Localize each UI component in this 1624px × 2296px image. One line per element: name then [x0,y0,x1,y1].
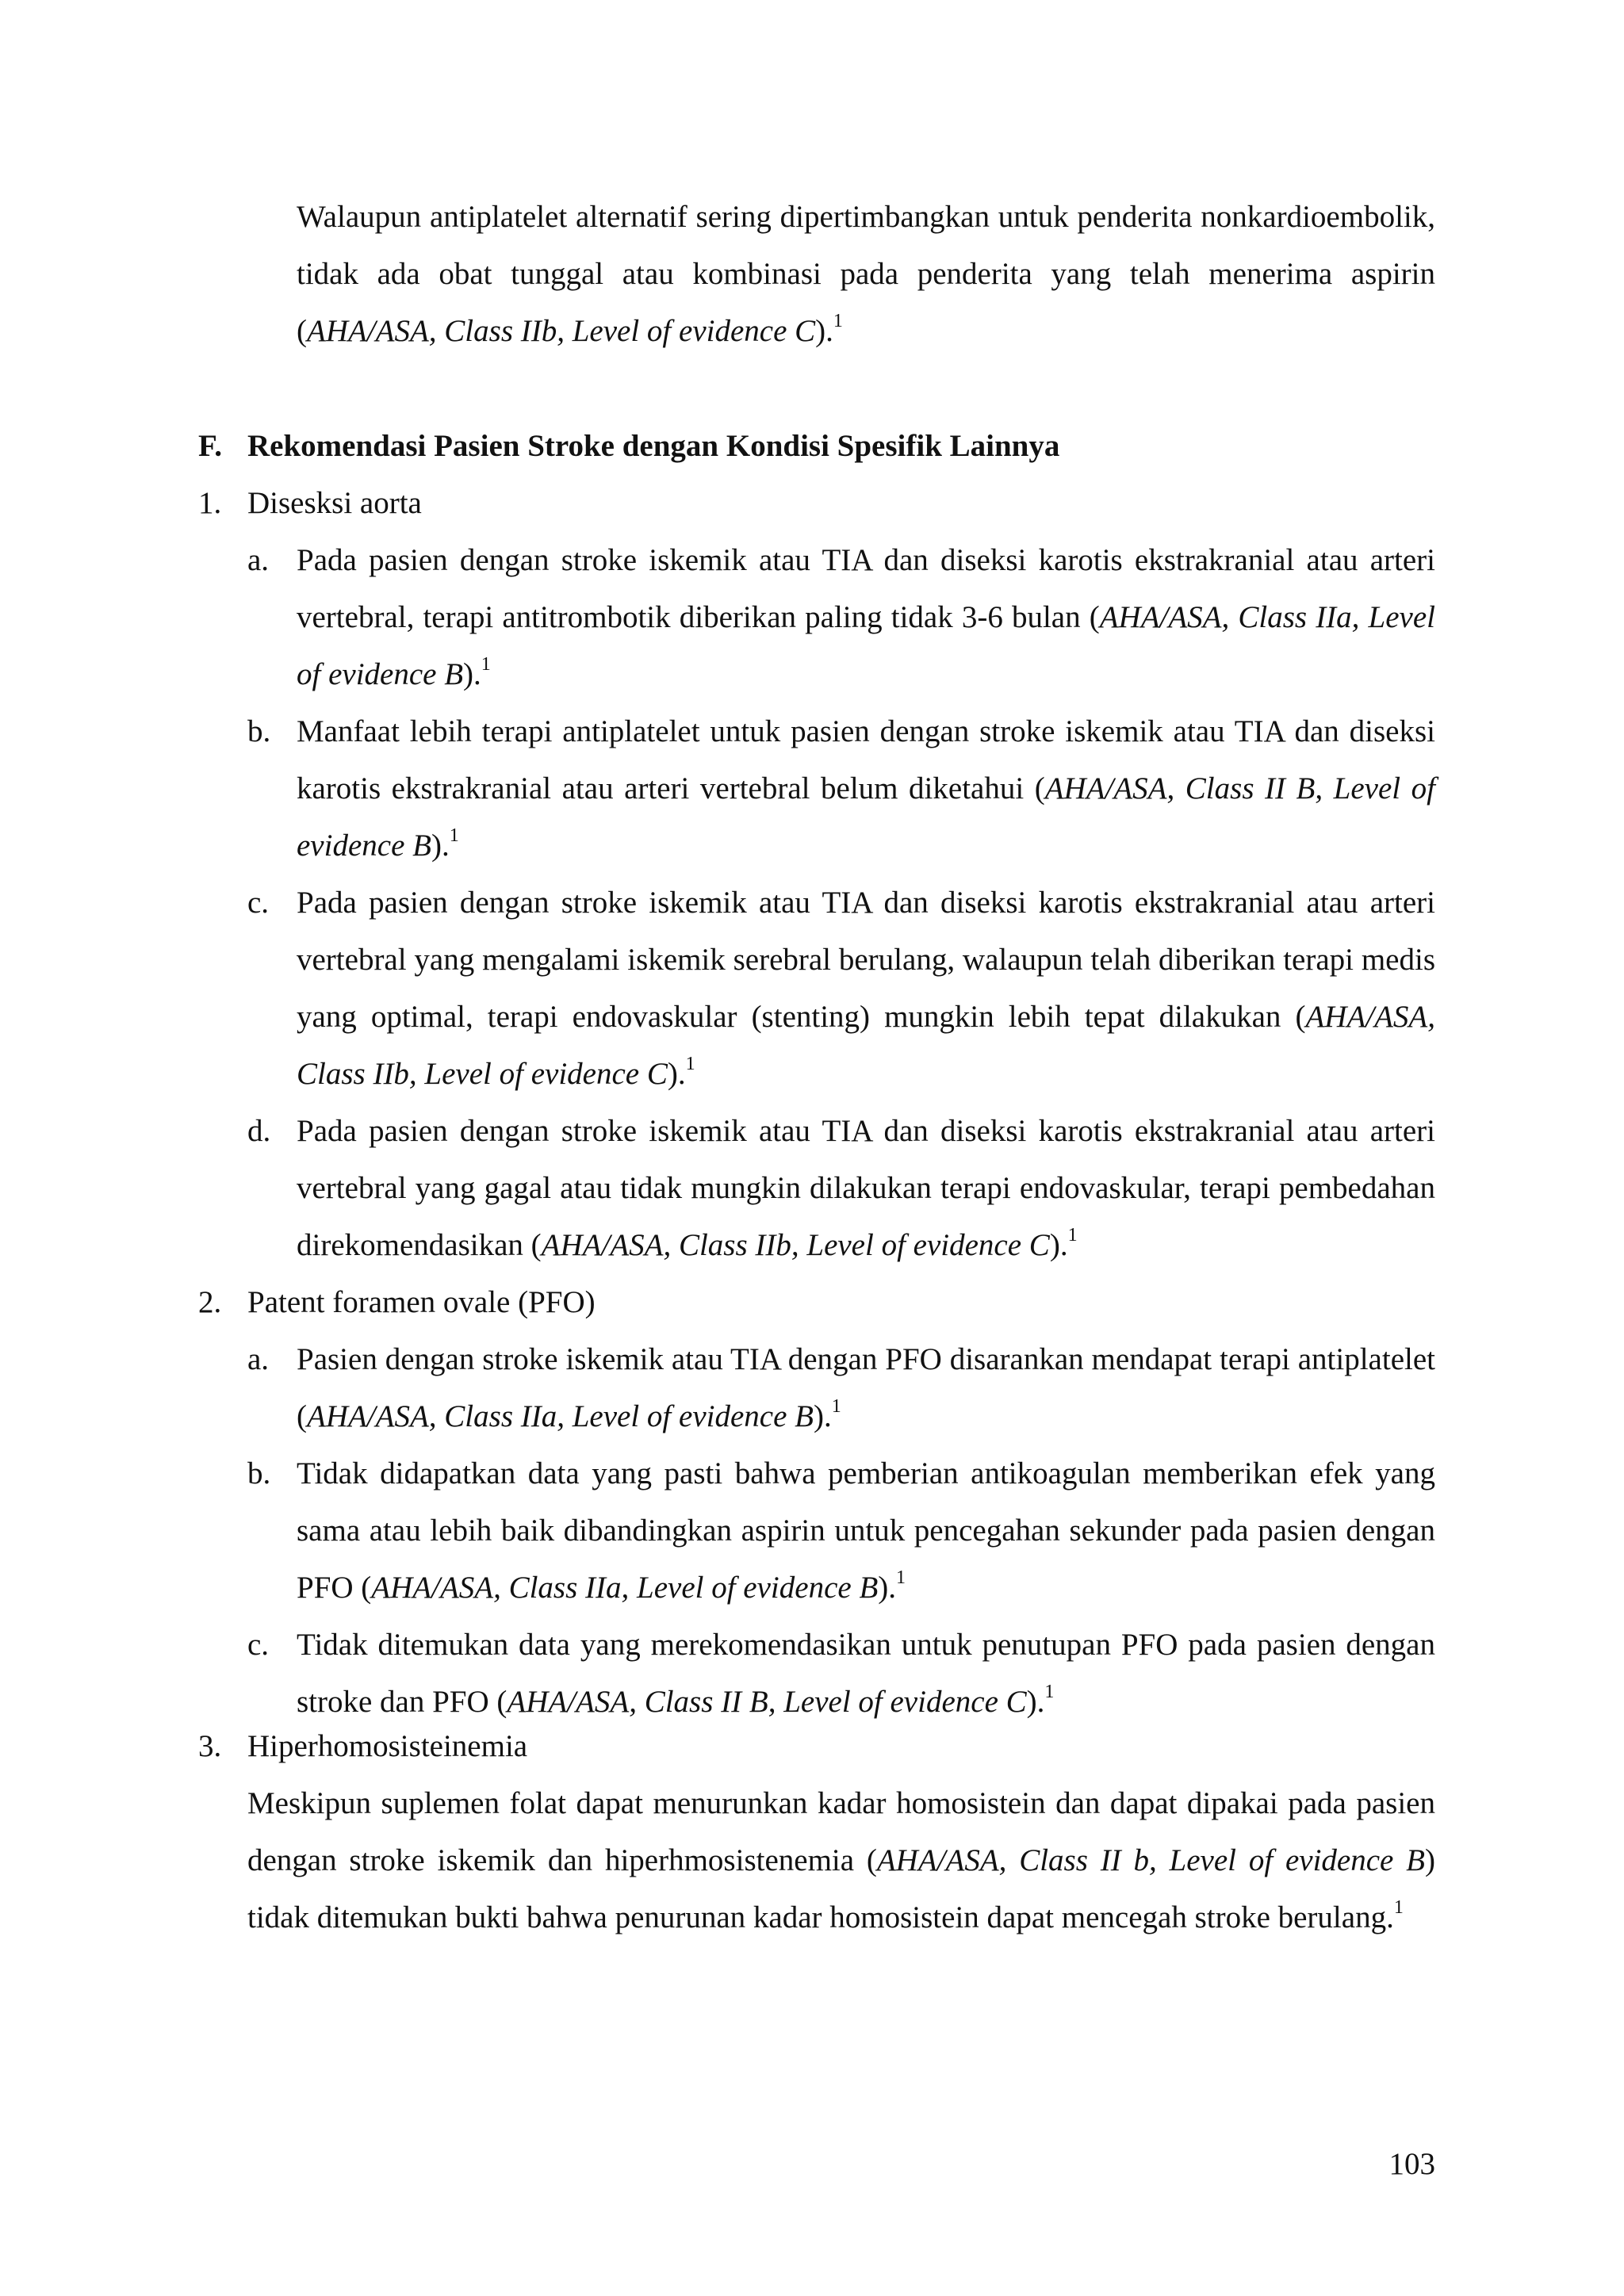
footnote-ref: 1 [685,1054,695,1074]
list-item [247,532,1435,703]
intro-paragraph: Walaupun antiplatelet alternatif sering dipertimbangkan untuk penderita nonkardioembolik, tidak ada obat tunggal atau kombinasi pada penderita yang telah menerima aspirin (AHA/ASA, Class IIb, Level of evidence C).$^1$ [297,200,1435,348]
list-marker: d. [247,1114,271,1148]
footnote-ref: 1 [1067,1225,1078,1246]
list-marker: b. [247,1456,271,1490]
citation: AHA/ASA, Class II B, Level of evidence B [297,771,1435,863]
footnote-ref: 1 [449,825,459,846]
subsection-title: 2. Patent foramen ovale (PFO) [198,1274,596,1331]
list-item [247,874,1435,1103]
list-item-text: Pasien dengan stroke iskemik atau TIA dengan PFO disarankan mendapat terapi antiplatelet (AHA/ASA, Class IIa, Level of evidence B).$^1$ [297,1342,1435,1433]
list-marker: a. [247,1342,270,1376]
footnote-ref: 1 [896,1567,906,1588]
citation: AHA/ASA, Class IIb, Level of evidence C [297,1000,1435,1091]
list-item-text: Tidak didapatkan data yang pasti bahwa pemberian antikoagulan memberikan efek yang sama atau lebih baik dibandingkan aspirin untuk pencegahan sekunder pada pasien dengan PFO (AHA/ASA, Class IIa, Level of evidence B).$^1$ [297,1456,1435,1605]
body-paragraph: Meskipun suplemen folat dapat menurunkan kadar homosistein dan dapat dipakai pada pasien dengan stroke iskemik dan hiperhmosistenemia (AHA/ASA, Class II b, Level of evidence B) tidak ditemukan bukti bahwa penurunan kadar homosistein dapat mencegah stroke berulang.$^1$ [247,1786,1435,1934]
subsection-title: 1. Disesksi aorta [198,475,422,532]
footnote-ref: 1 [833,311,843,331]
subsection-number: 1. [198,486,222,520]
heading-title: Rekomendasi Pasien Stroke dengan Kondisi Spesifik Lainnya [247,429,1060,463]
citation: AHA/ASA, Class IIa, Level of evidence B [297,600,1435,691]
list-item-text: Tidak ditemukan data yang merekomendasikan untuk penutupan PFO pada pasien dengan stroke dan PFO (AHA/ASA, Class II B, Level of evidence C).$^1$ [297,1628,1435,1719]
list-item-text: Manfaat lebih terapi antiplatelet untuk pasien dengan stroke iskemik atau TIA dan diseksi karotis ekstrakranial atau arteri vertebral belum diketahui (AHA/ASA, Class II B, Level of evidence B).$^1$ [297,714,1435,863]
list-item [247,703,1435,874]
list-item-text: Pada pasien dengan stroke iskemik atau TIA dan diseksi karotis ekstrakranial atau arteri vertebral, terapi antitrombotik diberikan paling tidak 3-6 bulan (AHA/ASA, Class IIa, Level of evidence B).$^1$ [297,543,1435,691]
citation: AHA/ASA, Class II b, Level of evidence B [876,1843,1425,1877]
footnote-ref: 1 [481,654,491,675]
footnote-ref: 1 [1393,1897,1404,1918]
list-item-text: Pada pasien dengan stroke iskemik atau TIA dan diseksi karotis ekstrakranial atau arteri vertebral yang gagal atau tidak mungkin dilakukan terapi endovaskular, terapi pembedahan direkomendasikan (AHA/ASA, Class IIb, Level of evidence C).$^1$ [297,1114,1435,1262]
list-item-text: Pada pasien dengan stroke iskemik atau TIA dan diseksi karotis ekstrakranial atau arteri vertebral yang mengalami iskemik serebral berulang, walaupun telah diberikan terapi medis yang optimal, terapi endovaskular (stenting) mungkin lebih tepat dilakukan (AHA/ASA, Class IIb, Level of evidence C).$^1$ [297,886,1435,1091]
list-marker: a. [247,543,270,577]
list-marker: c. [247,886,270,920]
intro-text: Walaupun antiplatelet alternatif sering dipertimbangkan untuk penderita nonkardioembolik, tidak ada obat tunggal atau kombinasi pada penderita yang telah menerima aspirin ( [297,200,1435,348]
citation: AHA/ASA, Class IIb, Level of evidence C [307,314,816,348]
list-item [247,1331,1435,1445]
heading-letter: F. [198,429,222,463]
list-item [247,1103,1435,1274]
citation: AHA/ASA, Class II B, Level of evidence C [507,1685,1027,1719]
subsection-number: 3. [198,1729,222,1763]
citation: AHA/ASA, Class IIa, Level of evidence B [307,1399,814,1433]
list-marker: c. [247,1628,270,1662]
section-heading [198,418,1059,475]
list-item [247,1445,1435,1617]
page-number: 103 [1388,2147,1435,2181]
citation: AHA/ASA, Class IIa, Level of evidence B [371,1571,879,1605]
footnote-ref: 1 [831,1396,841,1417]
subsection-title: 3. Hiperhomosisteinemia [198,1718,527,1775]
subsection-number: 2. [198,1285,222,1319]
footnote-ref: 1 [1044,1682,1055,1702]
citation: AHA/ASA, Class IIb, Level of evidence C [541,1228,1050,1262]
list-item [247,1617,1435,1731]
list-marker: b. [247,714,271,748]
